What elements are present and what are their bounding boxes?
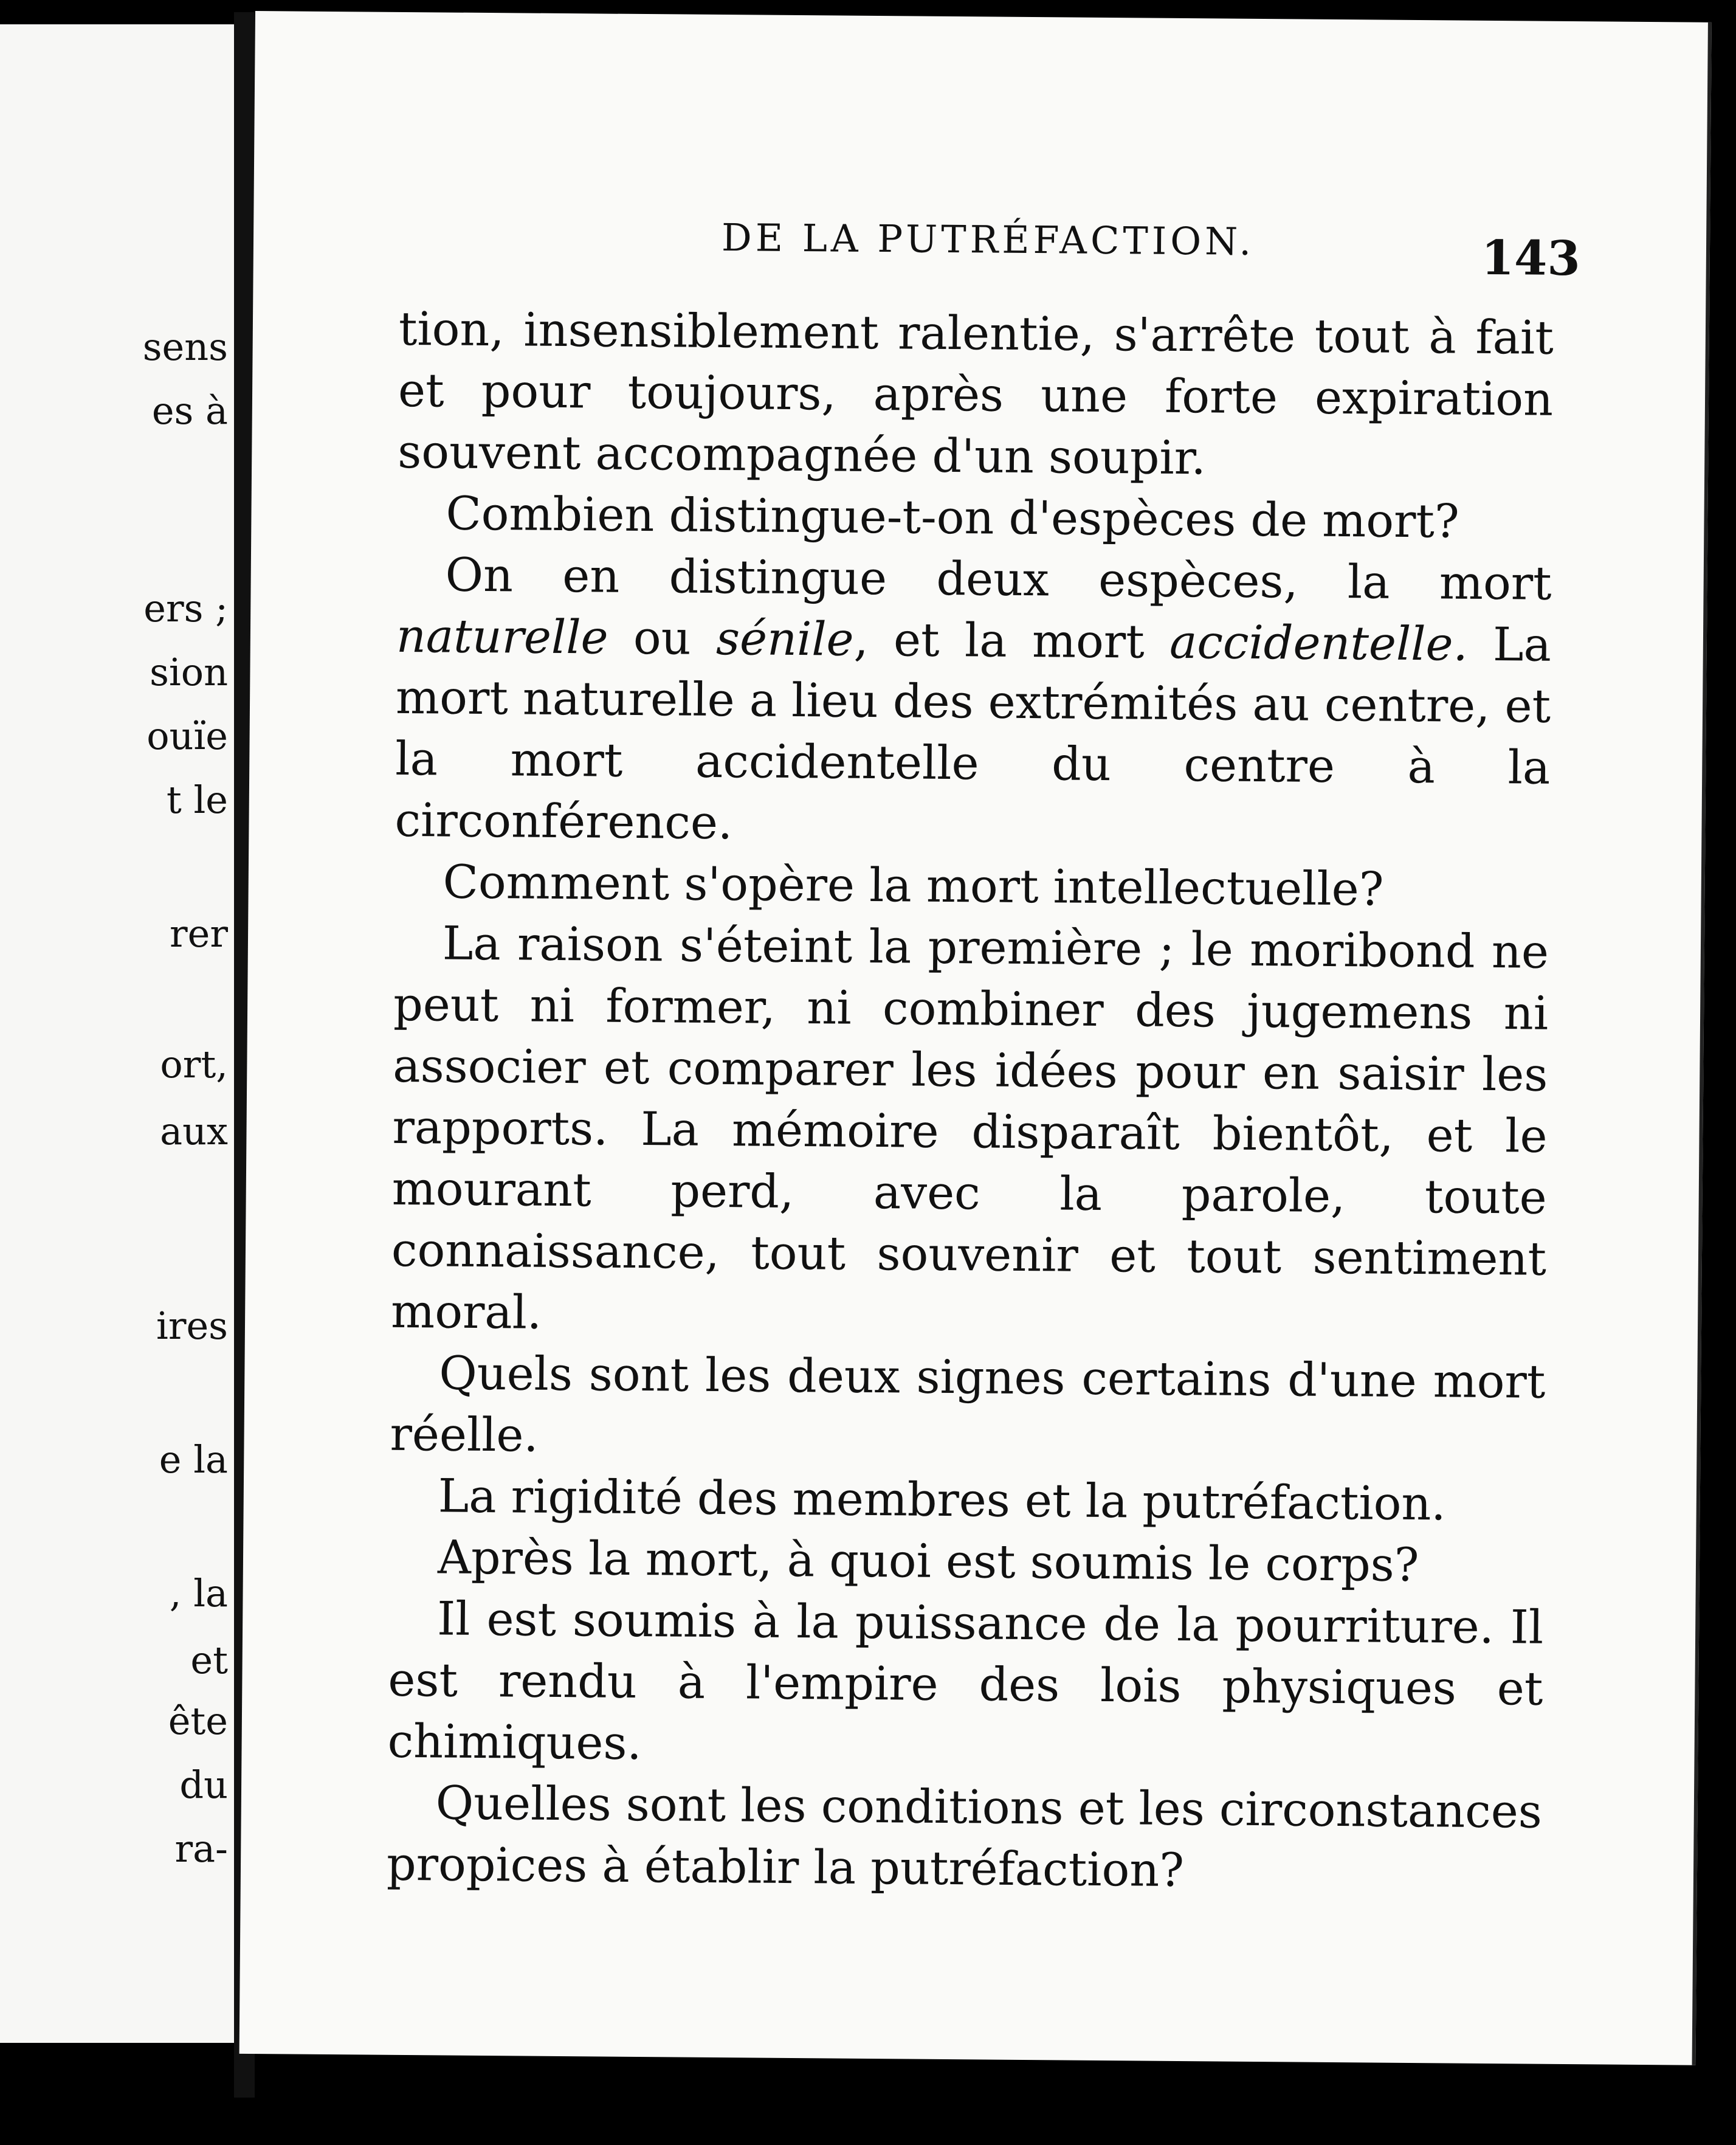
- left-fragment: aux: [160, 1109, 228, 1153]
- left-fragment: es à: [151, 389, 228, 433]
- italic-term: naturelle: [396, 608, 608, 665]
- question-signs-of-death: Quels sont les deux signes certains d'une mort réelle.: [390, 1345, 1546, 1462]
- right-page: [239, 11, 1712, 2065]
- left-fragment: sens: [142, 325, 228, 369]
- question-putrefaction-conditions: Quelles sont les conditions et les circonstances propices à établir la putréfaction?: [386, 1775, 1543, 1898]
- page-body: [387, 298, 1554, 1904]
- left-fragment: ers ;: [143, 586, 228, 630]
- question-after-death: Après la mort, à quoi est soumis le corps?: [437, 1530, 1419, 1592]
- left-fragment: du: [179, 1763, 228, 1807]
- left-fragment: sion: [150, 650, 228, 694]
- left-fragment: rer: [170, 911, 228, 956]
- answer-species-of-death: [394, 544, 1552, 860]
- left-fragment: ra-: [174, 1826, 228, 1871]
- answer-text: La mort naturelle a lieu des extrémités au centre, et la mort accidentelle du centre à la circonférence.: [394, 617, 1552, 850]
- left-fragment: ort,: [160, 1042, 228, 1086]
- left-fragment: e la: [159, 1437, 228, 1482]
- left-fragment: et: [190, 1638, 228, 1682]
- answer-text: On en distingue deux espèces, la mort: [445, 547, 1552, 610]
- page-number: 143: [1481, 230, 1581, 287]
- italic-term: accidentelle.: [1169, 614, 1469, 671]
- answer-signs-of-death: La rigidité des membres et la putréfaction.: [438, 1468, 1446, 1531]
- answer-text: , et la mort: [853, 612, 1170, 669]
- left-fragment: , la: [169, 1571, 228, 1615]
- question-intellectual-death: Comment s'opère la mort intellectuelle?: [443, 854, 1384, 916]
- question-species-of-death: Combien distingue-t-on d'espèces de mort?: [446, 486, 1460, 548]
- running-head: DE LA PUTRÉFACTION.: [721, 215, 1255, 264]
- paragraph-continuation: tion, insensiblement ralentie, s'arrête tout à fait et pour toujours, après une forte expiration souvent accompagnée d'un soupir.: [397, 301, 1554, 485]
- answer-intellectual-death: La raison s'éteint la première ; le moribond ne peut ni former, ni combiner des jugemens ni associer et comparer les idées pour en saisir les rapports. La mémoire disparaît bientôt, et le mourant perd, avec la parole, toute connaissance, tout souvenir et tout sentiment moral.: [390, 916, 1549, 1339]
- italic-term: sénile: [715, 610, 854, 666]
- left-fragment: ête: [168, 1699, 228, 1743]
- answer-text: ou: [608, 610, 717, 665]
- left-fragment: t le: [166, 778, 228, 822]
- answer-after-death: Il est soumis à la puissance de la pourriture. Il est rendu à l'empire des lois physiques et chimiques.: [387, 1591, 1544, 1770]
- left-page: [0, 24, 240, 2043]
- left-fragment: ouïe: [146, 714, 228, 758]
- left-fragment: ires: [156, 1304, 228, 1348]
